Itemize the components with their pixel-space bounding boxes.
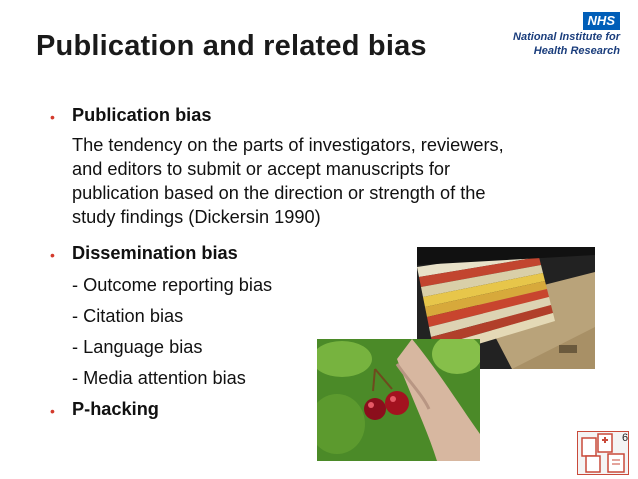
sub-item: - Outcome reporting bias	[72, 275, 273, 295]
page-number: 6	[622, 432, 629, 444]
nhs-badge: NHS	[583, 12, 620, 30]
nihr-name-line1: National Institute for	[513, 31, 620, 43]
slide-title: Publication and related bias	[36, 30, 427, 62]
hospital-documents-drawing	[578, 432, 628, 474]
bullet-heading-dissemination-bias: Dissemination bias	[72, 243, 238, 263]
cherry-illustration	[317, 339, 480, 461]
bullet-marker: •	[50, 109, 55, 125]
nihr-name-line2: Health Research	[533, 45, 620, 57]
body-line: and editors to submit or accept manuscripts for	[72, 159, 451, 179]
bullet-marker: •	[50, 247, 55, 263]
sub-item: - Language bias	[72, 337, 203, 357]
bullet-marker: •	[50, 403, 55, 419]
bullet-heading-publication-bias: Publication bias	[72, 105, 212, 125]
body-line: publication based on the direction or strength of the	[72, 183, 486, 203]
body-line: The tendency on the parts of investigators, reviewers,	[72, 135, 504, 155]
nihr-logo	[490, 12, 620, 62]
bullet-heading-p-hacking: P-hacking	[72, 399, 159, 419]
body-line: study findings (Dickersin 1990)	[72, 207, 321, 227]
sub-item: - Media attention bias	[72, 368, 246, 388]
sub-item: - Citation bias	[72, 306, 184, 326]
cherry-picking-photo	[317, 339, 480, 461]
